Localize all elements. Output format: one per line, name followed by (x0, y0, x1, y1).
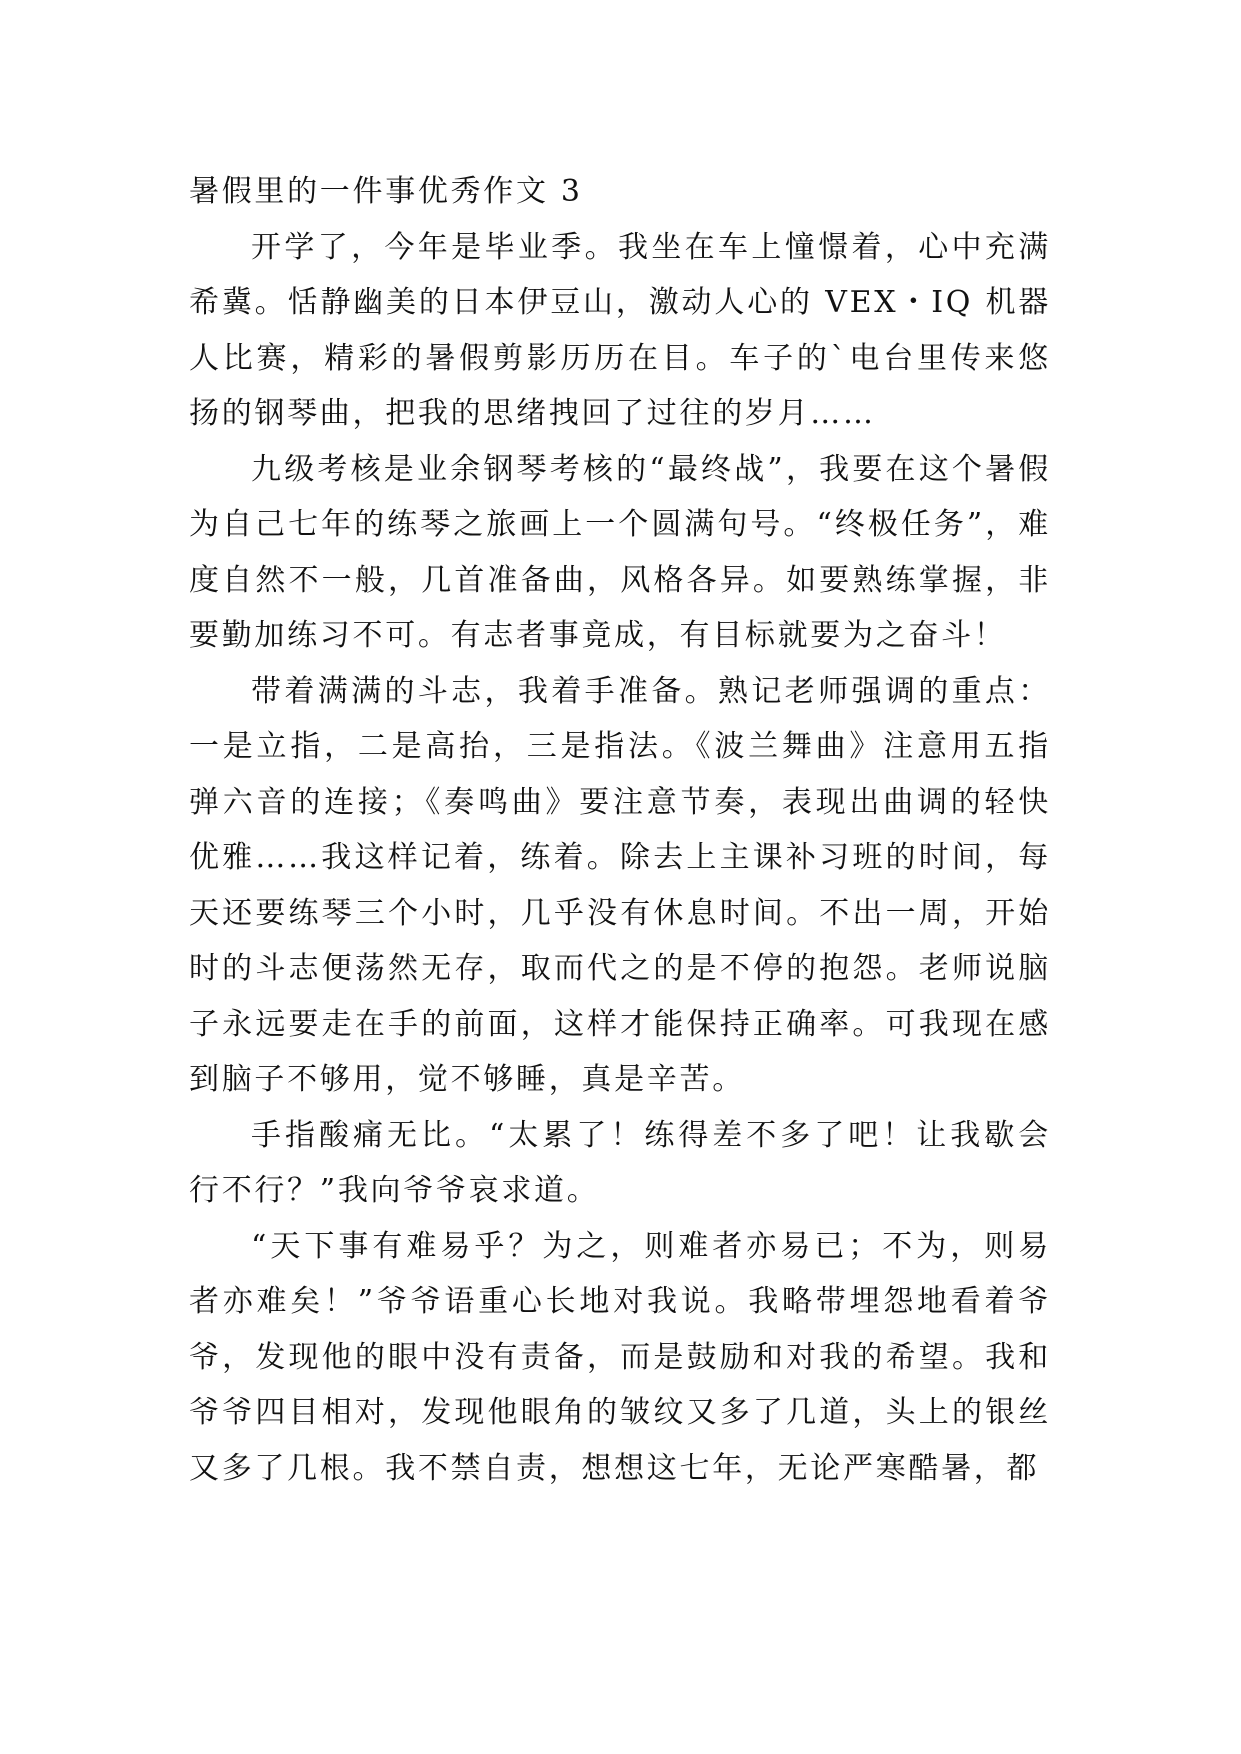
paragraph-5: “天下事有难易乎？为之，则难者亦易已；不为，则易者亦难矣！”爷爷语重心长地对我说。我略带埋怨地看着爷爷，发现他的眼中没有责备，而是鼓励和对我的希望。我和爷爷四目相对，发现他眼角的皱纹又多了几道，头上的银丝又多了几根。我不禁自责，想想这七年，无论严寒酷暑，都 (189, 1228, 1051, 1486)
document-title: 暑假里的一件事优秀作文 3 (189, 174, 583, 209)
paragraph-3: 带着满满的斗志，我着手准备。熟记老师强调的重点：一是立指，二是高抬，三是指法。《波兰舞曲》注意用五指弹六音的连接；《奏鸣曲》要注意节奏，表现出曲调的轻快优雅……我这样记着，练着。除去上主课补习班的时间，每天还要练琴三个小时，几乎没有休息时间。不出一周，开始时的斗志便荡然无存，取而代之的是不停的抱怨。老师说脑子永远要走在手的前面，这样才能保持正确率。可我现在感到脑子不够用，觉不够睡，真是辛苦。 (189, 673, 1051, 1097)
paragraph-1: 开学了，今年是毕业季。我坐在车上憧憬着，心中充满希冀。恬静幽美的日本伊豆山，激动人心的 VEX・IQ 机器人比赛，精彩的暑假剪影历历在目。车子的`电台里传来悠扬的钢琴曲，把我的思绪拽回了过往的岁月…… (189, 229, 1051, 431)
document-body (189, 164, 1051, 1496)
paragraph-4: 手指酸痛无比。“太累了！练得差不多了吧！让我歇会行不行？”我向爷爷哀求道。 (189, 1117, 1051, 1208)
paragraph-2: 九级考核是业余钢琴考核的“最终战”，我要在这个暑假为自己七年的练琴之旅画上一个圆满句号。“终极任务”，难度自然不一般，几首准备曲，风格各异。如要熟练掌握，非要勤加练习不可。有志者事竟成，有目标就要为之奋斗！ (189, 451, 1051, 653)
